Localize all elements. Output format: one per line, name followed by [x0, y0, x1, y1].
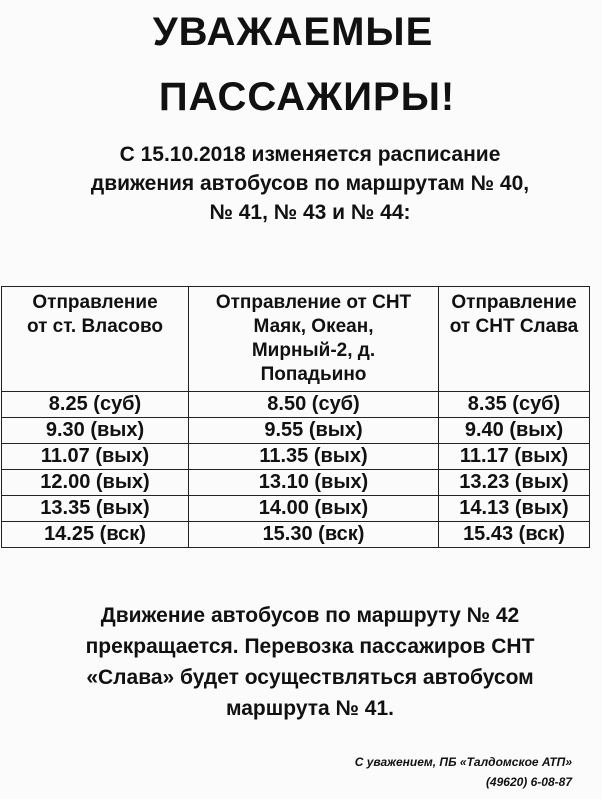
table-row: [2, 496, 590, 522]
time-cell: 14.00 (вых): [189, 496, 439, 522]
header-line: Маяк, Океан,: [253, 316, 374, 337]
header-line: Отправление: [32, 292, 158, 313]
notice-line: прекращается. Перевозка пассажиров СНТ: [85, 635, 535, 658]
signature: [355, 752, 572, 792]
time-cell: 14.13 (вых): [439, 496, 590, 522]
time-cell: 15.43 (вск): [439, 522, 590, 548]
time-cell: 9.30 (вых): [2, 418, 189, 444]
time-cell: 8.25 (суб): [2, 392, 189, 418]
route-42-notice: [40, 600, 580, 724]
time-cell: 11.17 (вых): [439, 444, 590, 470]
intro-line: № 41, № 43 и № 44:: [209, 201, 411, 224]
header-line: от ст. Власово: [26, 316, 164, 337]
header-snt-slava: [439, 287, 590, 392]
time-cell: 9.40 (вых): [439, 418, 590, 444]
header-line: Отправление от СНТ: [215, 292, 412, 313]
intro-text: [30, 140, 590, 227]
time-cell: 13.23 (вых): [439, 470, 590, 496]
time-cell: 11.35 (вых): [189, 444, 439, 470]
schedule-header-row: [2, 287, 590, 392]
time-cell: 9.55 (вых): [189, 418, 439, 444]
intro-line: движения автобусов по маршрутам № 40,: [90, 172, 530, 195]
table-row: [2, 418, 590, 444]
header-vlasovo: [2, 287, 189, 392]
notice-line: «Слава» будет осуществляться автобусом: [86, 666, 534, 689]
table-row: [2, 392, 590, 418]
time-cell: 11.07 (вых): [2, 444, 189, 470]
signature-phone: (49620) 6-08-87: [485, 775, 572, 789]
time-cell: 12.00 (вых): [2, 470, 189, 496]
title-line-1: УВАЖАЕМЫЕ: [152, 10, 434, 54]
notice-line: Движение автобусов по маршруту № 42: [100, 604, 520, 627]
notice-line: маршрута № 41.: [226, 697, 394, 720]
time-cell: 14.25 (вск): [2, 522, 189, 548]
intro-line: С 15.10.2018 изменяется расписание: [119, 143, 501, 166]
time-cell: 15.30 (вск): [189, 522, 439, 548]
time-cell: 8.50 (суб): [189, 392, 439, 418]
time-cell: 13.10 (вых): [189, 470, 439, 496]
time-cell: 8.35 (суб): [439, 392, 590, 418]
header-snt-mayak: [189, 287, 439, 392]
table-row: [2, 444, 590, 470]
time-cell: 13.35 (вых): [2, 496, 189, 522]
title-line-2: ПАССАЖИРЫ!: [158, 75, 456, 119]
header-line: Попадьино: [260, 364, 367, 385]
table-row: [2, 470, 590, 496]
table-row: [2, 522, 590, 548]
schedule-table: [1, 286, 590, 548]
header-line: Мирный-2, д.: [251, 340, 376, 361]
signature-org: С уважением, ПБ «Талдомское АТП»: [354, 755, 572, 769]
header-line: от СНТ Слава: [449, 316, 579, 337]
header-line: Отправление: [451, 292, 577, 313]
